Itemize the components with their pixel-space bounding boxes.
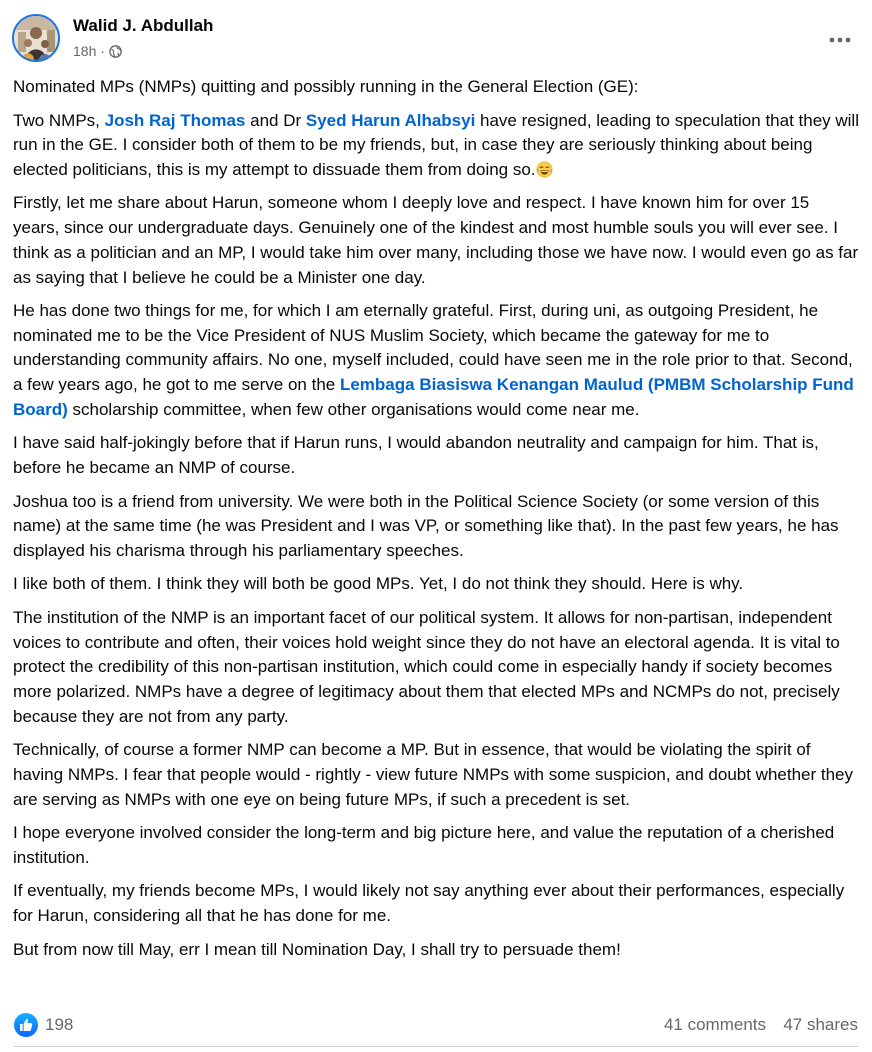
post-paragraph: [13, 738, 859, 812]
more-options-button[interactable]: [822, 22, 858, 58]
post-paragraph: [13, 879, 859, 928]
post-text: and Dr: [245, 110, 306, 130]
post-paragraph: [13, 572, 859, 597]
post-text: scholarship committee, when few other organisations would come near me.: [67, 399, 640, 419]
author-name[interactable]: Walid J. Abdullah: [73, 16, 214, 35]
thumbs-up-icon[interactable]: [14, 1013, 38, 1037]
post-meta: [73, 43, 122, 59]
post-paragraph: [13, 191, 859, 290]
mention-link[interactable]: Josh Raj Thomas: [104, 110, 246, 130]
post-paragraph: [13, 490, 859, 564]
post-text: Two NMPs,: [13, 110, 105, 130]
meta-separator: ·: [100, 43, 106, 59]
post-text: Nominated MPs (NMPs) quitting and possibly running in the General Election (GE):: [13, 77, 639, 96]
post-text: But from now till May, err I mean till Nomination Day, I shall try to persuade them!: [13, 939, 621, 959]
mention-link[interactable]: Lembaga Biasiswa Kenangan Maulud (PMBM Scholarship Fund Board): [13, 375, 854, 419]
post-text: He has done two things for me, for which I am eternally grateful. First, during uni, as outgoing President, he nominated me to be the Vice President of NUS Muslim Society, which became the gateway for me to understanding community affairs. No one, myself included, could have seen me in the role prior to that. Second, a few years ago, he got to me serve on the: [13, 301, 853, 395]
post-text: Technically, of course a former NMP can become a MP. But in essence, that would be violating the spirit of having NMPs. I fear that people would - rightly - view future NMPs with some suspicion, and doubt whether they are serving as NMPs with one eye on being future MPs, if such a precedent is set.: [13, 740, 854, 809]
post-timestamp[interactable]: 18h: [73, 43, 97, 59]
footer-divider: [14, 1046, 858, 1047]
globe-icon[interactable]: [109, 45, 122, 58]
post-paragraph: [13, 75, 859, 100]
post-header: [12, 14, 860, 64]
post-reactions-bar: [14, 1010, 859, 1040]
more-options-icon: [829, 37, 851, 43]
shares-count[interactable]: 47 shares: [783, 1015, 858, 1034]
author-avatar[interactable]: [12, 14, 60, 62]
post-text: have resigned, leading to speculation that they will run in the GE. I consider both of them to be my friends, but, in case they are seriously thinking about being elected politicians, this is my attempt to dissuade them from doing so.: [13, 110, 859, 179]
post-paragraph: [13, 606, 859, 730]
mention-link[interactable]: Syed Harun Alhabsyi: [305, 110, 476, 130]
like-count[interactable]: 198: [45, 1015, 74, 1034]
post-body: [13, 75, 859, 971]
laughing-crying-emoji-icon: [536, 161, 553, 178]
post-paragraph: [13, 938, 859, 963]
post-paragraph: [13, 821, 859, 870]
post-text: The institution of the NMP is an important facet of our political system. It allows for non-partisan, independent voices to contribute and often, their voices hold weight since they do not have an electoral agenda. It is vital to protect the credibility of this non-partisan institution, which could come in especially handy if society becomes more polarized. NMPs have a degree of legitimacy about them that elected MPs and NCMPs do not, precisely because they are not from any party.: [13, 607, 840, 726]
post-text: Firstly, let me share about Harun, someone whom I deeply love and respect. I have known him for over 15 years, since our undergraduate days. Genuinely one of the kindest and most humble souls you will ever see. I think as a politician and an MP, I would take him over many, including those we have now. I would even go as far as saying that I believe he could be a Minister one day.: [13, 193, 859, 287]
post-text: If eventually, my friends become MPs, I would likely not say anything ever about their performances, especially for Harun, considering all that he has done for me.: [13, 881, 845, 926]
post-paragraph: [13, 299, 859, 423]
post-text: Joshua too is a friend from university. We were both in the Political Science Society (or some version of this name) at the same time (he was President and I was VP, or something like that). In the past few years, he has displayed his charisma through his parliamentary speeches.: [13, 491, 839, 560]
post-paragraph: [13, 109, 859, 183]
avatar-photo-icon: [14, 16, 58, 60]
post-text: I hope everyone involved consider the long-term and big picture here, and value the reputation of a cherished institution.: [13, 823, 835, 867]
comments-count[interactable]: 41 comments: [663, 1015, 766, 1034]
post-text: I like both of them. I think they will both be good MPs. Yet, I do not think they should. Here is why.: [13, 574, 744, 594]
post-text: I have said half-jokingly before that if Harun runs, I would abandon neutrality and campaign for him. That is, before he became an NMP of course.: [13, 433, 819, 478]
post-paragraph: [13, 431, 859, 480]
